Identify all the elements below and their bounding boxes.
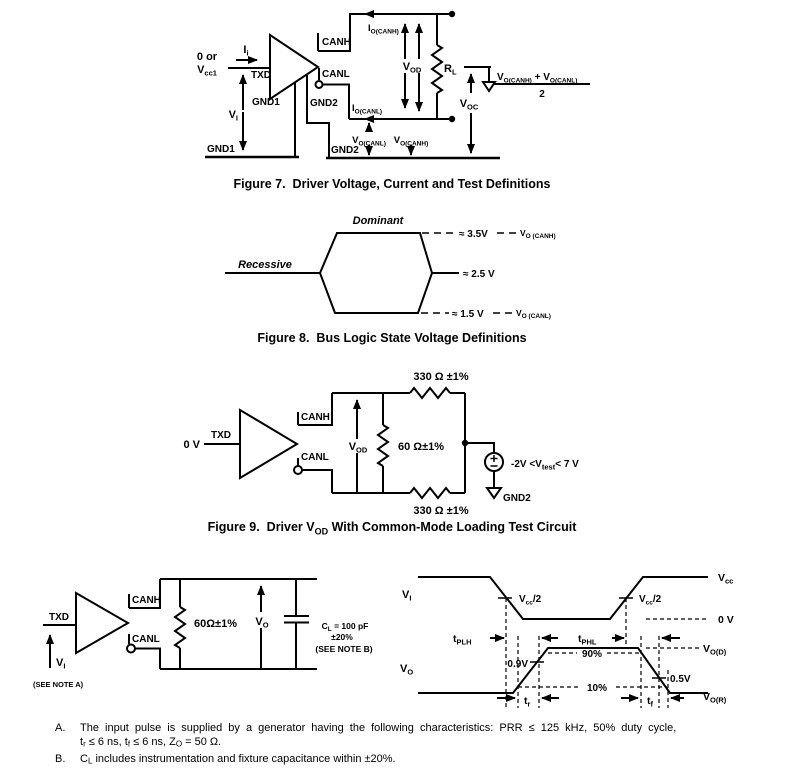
- junction-dot: [449, 11, 455, 17]
- level-3v5-label: ≈ 3.5V: [459, 229, 488, 240]
- dominant-label: Dominant: [352, 215, 404, 227]
- resistor-330-bottom-symbol: [410, 488, 450, 498]
- ground-symbol: [483, 82, 495, 91]
- common-mode-fraction-numerator: $V_{O(CANH)} + V_{O(CANL)}$: [497, 72, 578, 85]
- figure7-caption: Figure 7. Driver Voltage, Current and Test Definitions: [233, 177, 551, 191]
- p10-label: 10%: [586, 683, 608, 694]
- resistor-60-symbol: [378, 425, 388, 466]
- note-a-label: A.: [55, 722, 66, 734]
- voc-label: $V_{OC}$: [459, 98, 479, 112]
- resistor-rl-symbol: [432, 14, 442, 119]
- note-a: [55, 721, 750, 749]
- figure9-caption: Figure 9. Driver $V_{OD}$ With Common-Mode Loading Test Circuit: [207, 520, 577, 537]
- gnd2-label: GND2: [503, 493, 531, 504]
- cl-tolerance-label: ±20%: [331, 632, 353, 642]
- figure8-caption: Figure 8. Bus Logic State Voltage Definitions: [257, 331, 527, 345]
- resistor-330-bottom-label: 330 Ω ±1%: [413, 505, 469, 517]
- resistor-330-top-label: 330 Ω ±1%: [413, 371, 469, 383]
- vi-label: $V_I$: [228, 109, 238, 123]
- vor-level-label: $V_{O(R)}$: [703, 691, 727, 705]
- txd-label: TXD: [251, 70, 271, 81]
- gnd2-rail-label: GND2: [331, 145, 359, 156]
- p90-label: 90%: [581, 649, 603, 660]
- canh-pin-label: CANH: [301, 412, 330, 423]
- vo-label: $V_O$: [255, 616, 269, 630]
- bus-state-eye-shape: [320, 233, 432, 313]
- resistor-60-symbol: [175, 607, 185, 648]
- vcc-level-label: $V_{cc}$: [718, 572, 734, 586]
- tplh-label: $t_{PLH}$: [453, 633, 472, 647]
- resistor-330-top-symbol: [410, 388, 450, 398]
- canl-pin-label: CANL: [301, 452, 329, 463]
- figure9-common-mode-test-circuit: [0, 362, 799, 520]
- figure8-bus-logic-diagram: [0, 205, 799, 327]
- driver-buffer-symbol: [240, 410, 297, 478]
- cl-value-label: $C_L = 100$ pF: [321, 621, 369, 633]
- input-level-label: 0 V: [183, 439, 200, 451]
- tf-label: $t_f$: [647, 695, 653, 709]
- see-note-b-label: (SEE NOTE B): [315, 644, 373, 654]
- note-a-line2: $t_r \le 6$ ns, $t_f \le 6$ ns, $Z_O = 50$ Ω.: [80, 736, 222, 749]
- note-b: [55, 752, 750, 766]
- io-canh-label: $I_{O(CANH)}$: [368, 23, 399, 36]
- vi-waveform: [418, 577, 708, 619]
- inverting-bubble: [316, 81, 323, 88]
- level-1v5-label: ≈ 1.5 V: [452, 309, 484, 320]
- input-level-label: 0 or: [196, 51, 218, 63]
- resistor-60-label: 60 Ω±1%: [398, 441, 445, 453]
- vtest-range-label: $-2V <V_{test}< 7$ V: [511, 459, 579, 472]
- vo-canl-label: $V_{O(CANL)}$: [352, 135, 386, 148]
- note-b-label: B.: [55, 753, 66, 765]
- gnd1-pin-label: GND1: [252, 97, 280, 108]
- vi-label: $V_I$: [402, 589, 412, 603]
- vcc-half-left-label: $V_{cc}/2$: [519, 594, 542, 607]
- txd-label: TXD: [211, 430, 231, 441]
- common-mode-fraction-denominator: 2: [539, 89, 545, 100]
- figure7-driver-test-diagram: [0, 0, 799, 172]
- vod-label: $V_{OD}$: [402, 61, 422, 75]
- capacitor-symbol: [284, 616, 309, 623]
- inverting-bubble: [127, 645, 135, 653]
- vi-label: $V_I$: [56, 657, 66, 671]
- vo-canl-level-label: $V_{O (CANL)}$: [516, 308, 551, 320]
- vcc-half-right-label: $V_{cc}/2$: [639, 594, 662, 607]
- input-current-label: $I_i$: [243, 44, 249, 58]
- canl-pin-label: CANL: [132, 634, 160, 645]
- recessive-label: Recessive: [238, 259, 292, 271]
- ground-symbol: [487, 488, 501, 498]
- vo-canh-level-label: $V_{O (CANH)}$: [520, 228, 556, 240]
- note-a-line1: The input pulse is supplied by a generator having the following characteristics: PRR ≤ 125 kHz, 50% duty cycle,: [80, 722, 677, 734]
- gnd2-pin-label: GND2: [310, 98, 338, 109]
- v09-threshold-label: 0.9V: [507, 659, 528, 670]
- switching-test-circuit: [0, 550, 390, 710]
- see-note-a-label: (SEE NOTE A): [33, 680, 84, 689]
- voltage-source-symbol: [485, 453, 503, 471]
- vod-label: $V_{OD}$: [348, 441, 368, 455]
- rl-label: $R_L$: [444, 63, 457, 77]
- level-2v5-label: ≈ 2.5 V: [463, 269, 495, 280]
- zero-volt-level-label: 0 V: [718, 614, 734, 626]
- v05-threshold-label: 0.5V: [670, 674, 691, 685]
- io-canl-label: $I_{O(CANL)}$: [352, 103, 383, 116]
- vo-canh-label: $V_{O(CANH)}$: [393, 135, 429, 148]
- vod-level-label: $V_{O(D)}$: [703, 643, 727, 657]
- tr-label: $t_r$: [524, 695, 531, 709]
- vo-label: $V_O$: [400, 663, 414, 677]
- switching-timing-waveform: [390, 550, 799, 715]
- resistor-60-label: 60Ω±1%: [194, 618, 237, 630]
- txd-label: TXD: [49, 612, 69, 623]
- canl-pin-label: CANL: [322, 69, 350, 80]
- gnd1-rail-label: GND1: [207, 144, 235, 155]
- tphl-label: $t_{PHL}$: [578, 633, 597, 647]
- inverting-bubble: [294, 466, 302, 474]
- vcc1-label: $V_{cc1}$: [197, 64, 217, 78]
- vo-waveform: [418, 648, 708, 693]
- note-b-line: $C_L$ includes instrumentation and fixture capacitance within ±20%.: [80, 753, 396, 766]
- canh-pin-label: CANH: [132, 595, 161, 606]
- junction-dot: [449, 116, 455, 122]
- driver-buffer-symbol: [76, 593, 128, 653]
- canh-pin-label: CANH: [322, 37, 351, 48]
- junction-dot: [462, 440, 468, 446]
